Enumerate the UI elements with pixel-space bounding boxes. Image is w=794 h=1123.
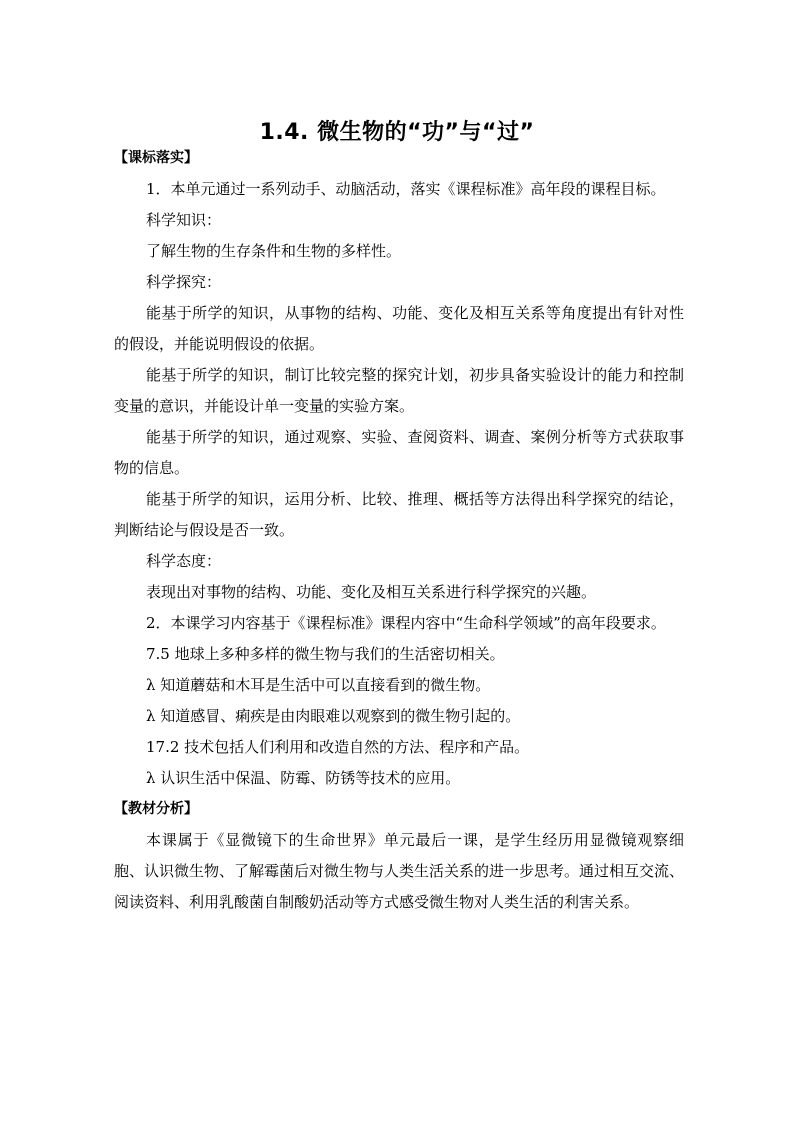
paragraph: 7.5 地球上多种多样的微生物与我们的生活密切相关。 [146,645,505,663]
paragraph: 1．本单元通过一系列动手、动脑活动，落实《课程标准》高年段的课程目标。 [146,180,666,198]
paragraph: 能基于所学的知识，从事物的结构、功能、变化及相互关系等角度提出有针对性的假设，并能说明假设的依据。 [114,304,684,353]
paragraph: 能基于所学的知识，运用分析、比较、推理、概括等方法得出科学探究的结论，判断结论与假设是否一致。 [114,490,684,539]
list-item: λ 认识生活中保温、防霉、防锈等技术的应用。 [146,769,461,787]
paragraph: 本课属于《显微镜下的生命世界》单元最后一课，是学生经历用显微镜观察细胞、认识微生物、了解霉菌后对微生物与人类生活关系的进一步思考。通过相互交流、阅读资料、利用乳酸菌自制酸奶活动等方式感受微生物对人类生活的利害关系。 [114,831,685,911]
section-curriculum-standards [114,143,684,794]
paragraph: 17.2 技术包括人们利用和改造自然的方法、程序和产品。 [146,738,530,756]
section-heading: 【教材分析】 [114,801,198,817]
paragraph: 2．本课学习内容基于《课程标准》课程内容中“生命科学领域”的高年段要求。 [146,614,666,632]
paragraph: 表现出对事物的结构、功能、变化及相互关系进行科学探究的兴趣。 [146,583,597,601]
paragraph: 科学态度： [146,552,222,570]
section-textbook-analysis [114,794,684,918]
paragraph: 了解生物的生存条件和生物的多样性。 [146,242,402,260]
paragraph: 能基于所学的知识，通过观察、实验、查阅资料、调查、案例分析等方式获取事物的信息。 [114,428,684,477]
paragraph: 科学探究： [146,273,222,291]
list-item: λ 知道感冒、痢疾是由肉眼难以观察到的微生物引起的。 [146,707,521,725]
paragraph: 科学知识： [146,211,222,229]
list-item: λ 知道蘑菇和木耳是生活中可以直接看到的微生物。 [146,676,491,694]
section-heading: 【课标落实】 [114,150,198,166]
page-title: 1.4. 微生物的“功”与“过” [259,119,535,145]
paragraph: 能基于所学的知识，制订比较完整的探究计划，初步具备实验设计的能力和控制变量的意识，并能设计单一变量的实验方案。 [114,366,684,415]
document-body [114,143,684,918]
